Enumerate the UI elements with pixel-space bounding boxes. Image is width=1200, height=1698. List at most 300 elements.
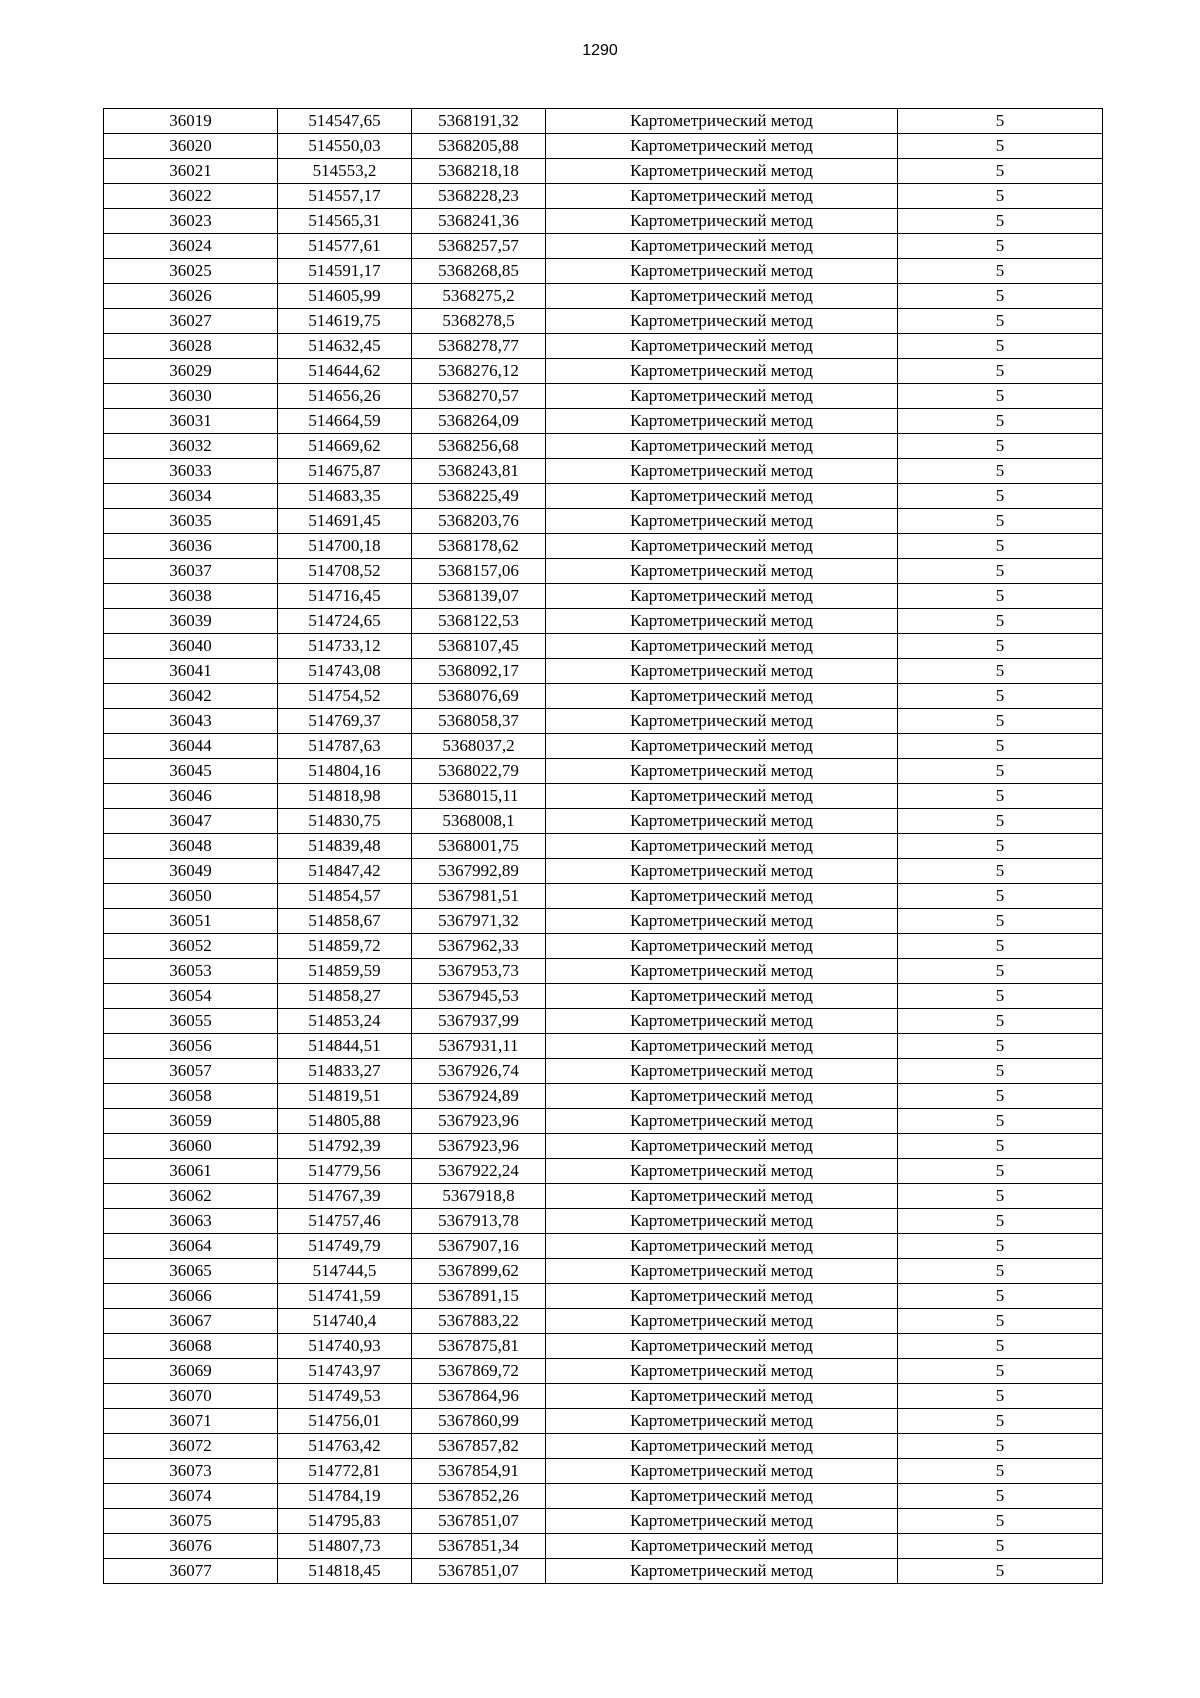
method-cell: Картометрический метод xyxy=(546,1309,898,1334)
table-row xyxy=(104,309,1103,334)
method-cell: Картометрический метод xyxy=(546,959,898,984)
accuracy-cell: 5 xyxy=(898,609,1103,634)
point-number-cell: 36056 xyxy=(104,1034,278,1059)
x-coordinate-cell: 514557,17 xyxy=(278,184,412,209)
table-row xyxy=(104,459,1103,484)
table-row xyxy=(104,1559,1103,1584)
y-coordinate-cell: 5367953,73 xyxy=(412,959,546,984)
y-coordinate-cell: 5368191,32 xyxy=(412,109,546,134)
method-cell: Картометрический метод xyxy=(546,1334,898,1359)
table-row xyxy=(104,1159,1103,1184)
x-coordinate-cell: 514724,65 xyxy=(278,609,412,634)
method-cell: Картометрический метод xyxy=(546,484,898,509)
point-number-cell: 36074 xyxy=(104,1484,278,1509)
y-coordinate-cell: 5367851,34 xyxy=(412,1534,546,1559)
table-row xyxy=(104,1509,1103,1534)
accuracy-cell: 5 xyxy=(898,1284,1103,1309)
method-cell: Картометрический метод xyxy=(546,359,898,384)
x-coordinate-cell: 514854,57 xyxy=(278,884,412,909)
table-row xyxy=(104,259,1103,284)
x-coordinate-cell: 514740,4 xyxy=(278,1309,412,1334)
point-number-cell: 36037 xyxy=(104,559,278,584)
accuracy-cell: 5 xyxy=(898,284,1103,309)
accuracy-cell: 5 xyxy=(898,109,1103,134)
y-coordinate-cell: 5368001,75 xyxy=(412,834,546,859)
method-cell: Картометрический метод xyxy=(546,1459,898,1484)
method-cell: Картометрический метод xyxy=(546,1059,898,1084)
x-coordinate-cell: 514708,52 xyxy=(278,559,412,584)
table-row xyxy=(104,684,1103,709)
accuracy-cell: 5 xyxy=(898,959,1103,984)
point-number-cell: 36043 xyxy=(104,709,278,734)
method-cell: Картометрический метод xyxy=(546,509,898,534)
table-row xyxy=(104,884,1103,909)
y-coordinate-cell: 5368139,07 xyxy=(412,584,546,609)
point-number-cell: 36077 xyxy=(104,1559,278,1584)
x-coordinate-cell: 514805,88 xyxy=(278,1109,412,1134)
method-cell: Картометрический метод xyxy=(546,1384,898,1409)
y-coordinate-cell: 5367918,8 xyxy=(412,1184,546,1209)
table-row xyxy=(104,1434,1103,1459)
accuracy-cell: 5 xyxy=(898,159,1103,184)
method-cell: Картометрический метод xyxy=(546,934,898,959)
point-number-cell: 36039 xyxy=(104,609,278,634)
y-coordinate-cell: 5368228,23 xyxy=(412,184,546,209)
point-number-cell: 36050 xyxy=(104,884,278,909)
x-coordinate-cell: 514749,79 xyxy=(278,1234,412,1259)
y-coordinate-cell: 5368241,36 xyxy=(412,209,546,234)
table-row xyxy=(104,1459,1103,1484)
point-number-cell: 36065 xyxy=(104,1259,278,1284)
accuracy-cell: 5 xyxy=(898,709,1103,734)
coordinates-table xyxy=(103,108,1103,1584)
table-row xyxy=(104,1084,1103,1109)
accuracy-cell: 5 xyxy=(898,584,1103,609)
method-cell: Картометрический метод xyxy=(546,684,898,709)
y-coordinate-cell: 5368022,79 xyxy=(412,759,546,784)
point-number-cell: 36023 xyxy=(104,209,278,234)
y-coordinate-cell: 5367869,72 xyxy=(412,1359,546,1384)
accuracy-cell: 5 xyxy=(898,534,1103,559)
y-coordinate-cell: 5367913,78 xyxy=(412,1209,546,1234)
x-coordinate-cell: 514656,26 xyxy=(278,384,412,409)
method-cell: Картометрический метод xyxy=(546,1409,898,1434)
x-coordinate-cell: 514740,93 xyxy=(278,1334,412,1359)
method-cell: Картометрический метод xyxy=(546,234,898,259)
accuracy-cell: 5 xyxy=(898,1209,1103,1234)
y-coordinate-cell: 5368225,49 xyxy=(412,484,546,509)
table-row xyxy=(104,1059,1103,1084)
accuracy-cell: 5 xyxy=(898,484,1103,509)
accuracy-cell: 5 xyxy=(898,1359,1103,1384)
method-cell: Картометрический метод xyxy=(546,834,898,859)
x-coordinate-cell: 514819,51 xyxy=(278,1084,412,1109)
method-cell: Картометрический метод xyxy=(546,1359,898,1384)
method-cell: Картометрический метод xyxy=(546,859,898,884)
method-cell: Картометрический метод xyxy=(546,184,898,209)
accuracy-cell: 5 xyxy=(898,859,1103,884)
x-coordinate-cell: 514763,42 xyxy=(278,1434,412,1459)
x-coordinate-cell: 514675,87 xyxy=(278,459,412,484)
method-cell: Картометрический метод xyxy=(546,1284,898,1309)
accuracy-cell: 5 xyxy=(898,1109,1103,1134)
accuracy-cell: 5 xyxy=(898,1159,1103,1184)
accuracy-cell: 5 xyxy=(898,1434,1103,1459)
table-row xyxy=(104,634,1103,659)
method-cell: Картометрический метод xyxy=(546,1534,898,1559)
accuracy-cell: 5 xyxy=(898,1534,1103,1559)
point-number-cell: 36063 xyxy=(104,1209,278,1234)
point-number-cell: 36042 xyxy=(104,684,278,709)
table-row xyxy=(104,584,1103,609)
y-coordinate-cell: 5367937,99 xyxy=(412,1009,546,1034)
x-coordinate-cell: 514859,59 xyxy=(278,959,412,984)
method-cell: Картометрический метод xyxy=(546,1109,898,1134)
table-row xyxy=(104,934,1103,959)
table-row xyxy=(104,1384,1103,1409)
point-number-cell: 36041 xyxy=(104,659,278,684)
point-number-cell: 36066 xyxy=(104,1284,278,1309)
point-number-cell: 36027 xyxy=(104,309,278,334)
method-cell: Картометрический метод xyxy=(546,1484,898,1509)
point-number-cell: 36053 xyxy=(104,959,278,984)
table-row xyxy=(104,1284,1103,1309)
accuracy-cell: 5 xyxy=(898,1509,1103,1534)
accuracy-cell: 5 xyxy=(898,734,1103,759)
point-number-cell: 36071 xyxy=(104,1409,278,1434)
table-row xyxy=(104,334,1103,359)
method-cell: Картометрический метод xyxy=(546,1184,898,1209)
accuracy-cell: 5 xyxy=(898,684,1103,709)
accuracy-cell: 5 xyxy=(898,359,1103,384)
x-coordinate-cell: 514619,75 xyxy=(278,309,412,334)
point-number-cell: 36057 xyxy=(104,1059,278,1084)
method-cell: Картометрический метод xyxy=(546,409,898,434)
x-coordinate-cell: 514772,81 xyxy=(278,1459,412,1484)
x-coordinate-cell: 514547,65 xyxy=(278,109,412,134)
point-number-cell: 36044 xyxy=(104,734,278,759)
point-number-cell: 36070 xyxy=(104,1384,278,1409)
y-coordinate-cell: 5367907,16 xyxy=(412,1234,546,1259)
y-coordinate-cell: 5367923,96 xyxy=(412,1134,546,1159)
point-number-cell: 36054 xyxy=(104,984,278,1009)
table-row xyxy=(104,734,1103,759)
y-coordinate-cell: 5367926,74 xyxy=(412,1059,546,1084)
accuracy-cell: 5 xyxy=(898,1009,1103,1034)
y-coordinate-cell: 5368037,2 xyxy=(412,734,546,759)
y-coordinate-cell: 5367899,62 xyxy=(412,1259,546,1284)
y-coordinate-cell: 5367854,91 xyxy=(412,1459,546,1484)
accuracy-cell: 5 xyxy=(898,834,1103,859)
point-number-cell: 36068 xyxy=(104,1334,278,1359)
table-row xyxy=(104,1259,1103,1284)
method-cell: Картометрический метод xyxy=(546,909,898,934)
y-coordinate-cell: 5368278,5 xyxy=(412,309,546,334)
y-coordinate-cell: 5367857,82 xyxy=(412,1434,546,1459)
point-number-cell: 36058 xyxy=(104,1084,278,1109)
y-coordinate-cell: 5367971,32 xyxy=(412,909,546,934)
table-row xyxy=(104,384,1103,409)
x-coordinate-cell: 514795,83 xyxy=(278,1509,412,1534)
accuracy-cell: 5 xyxy=(898,509,1103,534)
point-number-cell: 36020 xyxy=(104,134,278,159)
accuracy-cell: 5 xyxy=(898,1134,1103,1159)
accuracy-cell: 5 xyxy=(898,234,1103,259)
table-row xyxy=(104,159,1103,184)
y-coordinate-cell: 5368243,81 xyxy=(412,459,546,484)
y-coordinate-cell: 5368178,62 xyxy=(412,534,546,559)
method-cell: Картометрический метод xyxy=(546,1559,898,1584)
table-row xyxy=(104,359,1103,384)
y-coordinate-cell: 5368157,06 xyxy=(412,559,546,584)
y-coordinate-cell: 5367864,96 xyxy=(412,1384,546,1409)
method-cell: Картометрический метод xyxy=(546,584,898,609)
method-cell: Картометрический метод xyxy=(546,1509,898,1534)
method-cell: Картометрический метод xyxy=(546,109,898,134)
table-row xyxy=(104,609,1103,634)
point-number-cell: 36067 xyxy=(104,1309,278,1334)
method-cell: Картометрический метод xyxy=(546,259,898,284)
x-coordinate-cell: 514664,59 xyxy=(278,409,412,434)
table-row xyxy=(104,284,1103,309)
y-coordinate-cell: 5368278,77 xyxy=(412,334,546,359)
point-number-cell: 36036 xyxy=(104,534,278,559)
x-coordinate-cell: 514818,45 xyxy=(278,1559,412,1584)
method-cell: Картометрический метод xyxy=(546,1234,898,1259)
x-coordinate-cell: 514779,56 xyxy=(278,1159,412,1184)
accuracy-cell: 5 xyxy=(898,1059,1103,1084)
point-number-cell: 36059 xyxy=(104,1109,278,1134)
point-number-cell: 36049 xyxy=(104,859,278,884)
point-number-cell: 36048 xyxy=(104,834,278,859)
x-coordinate-cell: 514757,46 xyxy=(278,1209,412,1234)
point-number-cell: 36046 xyxy=(104,784,278,809)
y-coordinate-cell: 5367883,22 xyxy=(412,1309,546,1334)
table-row xyxy=(104,1409,1103,1434)
method-cell: Картометрический метод xyxy=(546,209,898,234)
point-number-cell: 36069 xyxy=(104,1359,278,1384)
y-coordinate-cell: 5368107,45 xyxy=(412,634,546,659)
point-number-cell: 36035 xyxy=(104,509,278,534)
accuracy-cell: 5 xyxy=(898,1309,1103,1334)
accuracy-cell: 5 xyxy=(898,134,1103,159)
method-cell: Картометрический метод xyxy=(546,1084,898,1109)
x-coordinate-cell: 514565,31 xyxy=(278,209,412,234)
y-coordinate-cell: 5368076,69 xyxy=(412,684,546,709)
x-coordinate-cell: 514644,62 xyxy=(278,359,412,384)
accuracy-cell: 5 xyxy=(898,384,1103,409)
y-coordinate-cell: 5367860,99 xyxy=(412,1409,546,1434)
x-coordinate-cell: 514833,27 xyxy=(278,1059,412,1084)
y-coordinate-cell: 5368008,1 xyxy=(412,809,546,834)
method-cell: Картометрический метод xyxy=(546,384,898,409)
x-coordinate-cell: 514749,53 xyxy=(278,1384,412,1409)
accuracy-cell: 5 xyxy=(898,1559,1103,1584)
method-cell: Картометрический метод xyxy=(546,534,898,559)
point-number-cell: 36073 xyxy=(104,1459,278,1484)
method-cell: Картометрический метод xyxy=(546,1009,898,1034)
x-coordinate-cell: 514700,18 xyxy=(278,534,412,559)
y-coordinate-cell: 5367931,11 xyxy=(412,1034,546,1059)
y-coordinate-cell: 5367851,07 xyxy=(412,1559,546,1584)
x-coordinate-cell: 514858,27 xyxy=(278,984,412,1009)
y-coordinate-cell: 5368270,57 xyxy=(412,384,546,409)
point-number-cell: 36028 xyxy=(104,334,278,359)
table-row xyxy=(104,859,1103,884)
accuracy-cell: 5 xyxy=(898,984,1103,1009)
x-coordinate-cell: 514577,61 xyxy=(278,234,412,259)
x-coordinate-cell: 514716,45 xyxy=(278,584,412,609)
table-row xyxy=(104,434,1103,459)
x-coordinate-cell: 514691,45 xyxy=(278,509,412,534)
x-coordinate-cell: 514632,45 xyxy=(278,334,412,359)
x-coordinate-cell: 514743,97 xyxy=(278,1359,412,1384)
x-coordinate-cell: 514744,5 xyxy=(278,1259,412,1284)
method-cell: Картометрический метод xyxy=(546,334,898,359)
y-coordinate-cell: 5368264,09 xyxy=(412,409,546,434)
table-row xyxy=(104,834,1103,859)
table-row xyxy=(104,959,1103,984)
x-coordinate-cell: 514756,01 xyxy=(278,1409,412,1434)
y-coordinate-cell: 5367922,24 xyxy=(412,1159,546,1184)
y-coordinate-cell: 5368276,12 xyxy=(412,359,546,384)
x-coordinate-cell: 514683,35 xyxy=(278,484,412,509)
method-cell: Картометрический метод xyxy=(546,759,898,784)
table-row xyxy=(104,134,1103,159)
method-cell: Картометрический метод xyxy=(546,709,898,734)
point-number-cell: 36038 xyxy=(104,584,278,609)
table-row xyxy=(104,209,1103,234)
method-cell: Картометрический метод xyxy=(546,634,898,659)
accuracy-cell: 5 xyxy=(898,1259,1103,1284)
table-row xyxy=(104,1109,1103,1134)
table-row xyxy=(104,984,1103,1009)
accuracy-cell: 5 xyxy=(898,184,1103,209)
table-row xyxy=(104,1534,1103,1559)
method-cell: Картометрический метод xyxy=(546,809,898,834)
method-cell: Картометрический метод xyxy=(546,284,898,309)
x-coordinate-cell: 514605,99 xyxy=(278,284,412,309)
x-coordinate-cell: 514767,39 xyxy=(278,1184,412,1209)
x-coordinate-cell: 514792,39 xyxy=(278,1134,412,1159)
accuracy-cell: 5 xyxy=(898,634,1103,659)
table-row xyxy=(104,1234,1103,1259)
y-coordinate-cell: 5367945,53 xyxy=(412,984,546,1009)
x-coordinate-cell: 514784,19 xyxy=(278,1484,412,1509)
table-row xyxy=(104,534,1103,559)
table-row xyxy=(104,1184,1103,1209)
accuracy-cell: 5 xyxy=(898,1459,1103,1484)
accuracy-cell: 5 xyxy=(898,1484,1103,1509)
accuracy-cell: 5 xyxy=(898,434,1103,459)
table-row xyxy=(104,709,1103,734)
method-cell: Картометрический метод xyxy=(546,559,898,584)
x-coordinate-cell: 514807,73 xyxy=(278,1534,412,1559)
x-coordinate-cell: 514754,52 xyxy=(278,684,412,709)
x-coordinate-cell: 514853,24 xyxy=(278,1009,412,1034)
table-row xyxy=(104,1209,1103,1234)
table-row xyxy=(104,509,1103,534)
point-number-cell: 36032 xyxy=(104,434,278,459)
accuracy-cell: 5 xyxy=(898,784,1103,809)
table-row xyxy=(104,1309,1103,1334)
point-number-cell: 36029 xyxy=(104,359,278,384)
x-coordinate-cell: 514733,12 xyxy=(278,634,412,659)
x-coordinate-cell: 514743,08 xyxy=(278,659,412,684)
y-coordinate-cell: 5367962,33 xyxy=(412,934,546,959)
table-row xyxy=(104,659,1103,684)
y-coordinate-cell: 5367924,89 xyxy=(412,1084,546,1109)
x-coordinate-cell: 514847,42 xyxy=(278,859,412,884)
x-coordinate-cell: 514839,48 xyxy=(278,834,412,859)
table-row xyxy=(104,1359,1103,1384)
accuracy-cell: 5 xyxy=(898,1334,1103,1359)
y-coordinate-cell: 5368203,76 xyxy=(412,509,546,534)
method-cell: Картометрический метод xyxy=(546,1159,898,1184)
y-coordinate-cell: 5367852,26 xyxy=(412,1484,546,1509)
method-cell: Картометрический метод xyxy=(546,159,898,184)
accuracy-cell: 5 xyxy=(898,409,1103,434)
method-cell: Картометрический метод xyxy=(546,1209,898,1234)
x-coordinate-cell: 514741,59 xyxy=(278,1284,412,1309)
y-coordinate-cell: 5367875,81 xyxy=(412,1334,546,1359)
x-coordinate-cell: 514859,72 xyxy=(278,934,412,959)
point-number-cell: 36075 xyxy=(104,1509,278,1534)
table-row xyxy=(104,809,1103,834)
y-coordinate-cell: 5368015,11 xyxy=(412,784,546,809)
table-row xyxy=(104,1334,1103,1359)
y-coordinate-cell: 5367992,89 xyxy=(412,859,546,884)
y-coordinate-cell: 5368218,18 xyxy=(412,159,546,184)
method-cell: Картометрический метод xyxy=(546,434,898,459)
accuracy-cell: 5 xyxy=(898,334,1103,359)
point-number-cell: 36034 xyxy=(104,484,278,509)
point-number-cell: 36076 xyxy=(104,1534,278,1559)
method-cell: Картометрический метод xyxy=(546,1259,898,1284)
point-number-cell: 36022 xyxy=(104,184,278,209)
point-number-cell: 36051 xyxy=(104,909,278,934)
accuracy-cell: 5 xyxy=(898,809,1103,834)
y-coordinate-cell: 5368257,57 xyxy=(412,234,546,259)
accuracy-cell: 5 xyxy=(898,559,1103,584)
point-number-cell: 36019 xyxy=(104,109,278,134)
point-number-cell: 36021 xyxy=(104,159,278,184)
x-coordinate-cell: 514769,37 xyxy=(278,709,412,734)
accuracy-cell: 5 xyxy=(898,934,1103,959)
table-row xyxy=(104,1034,1103,1059)
table-row xyxy=(104,484,1103,509)
table-row xyxy=(104,559,1103,584)
accuracy-cell: 5 xyxy=(898,1084,1103,1109)
accuracy-cell: 5 xyxy=(898,1384,1103,1409)
table-row xyxy=(104,759,1103,784)
accuracy-cell: 5 xyxy=(898,459,1103,484)
method-cell: Картометрический метод xyxy=(546,1034,898,1059)
point-number-cell: 36052 xyxy=(104,934,278,959)
method-cell: Картометрический метод xyxy=(546,134,898,159)
table-row xyxy=(104,784,1103,809)
method-cell: Картометрический метод xyxy=(546,659,898,684)
point-number-cell: 36025 xyxy=(104,259,278,284)
method-cell: Картометрический метод xyxy=(546,784,898,809)
coordinates-table-body xyxy=(104,109,1103,1584)
y-coordinate-cell: 5367923,96 xyxy=(412,1109,546,1134)
point-number-cell: 36024 xyxy=(104,234,278,259)
accuracy-cell: 5 xyxy=(898,1034,1103,1059)
accuracy-cell: 5 xyxy=(898,659,1103,684)
accuracy-cell: 5 xyxy=(898,1409,1103,1434)
y-coordinate-cell: 5368275,2 xyxy=(412,284,546,309)
